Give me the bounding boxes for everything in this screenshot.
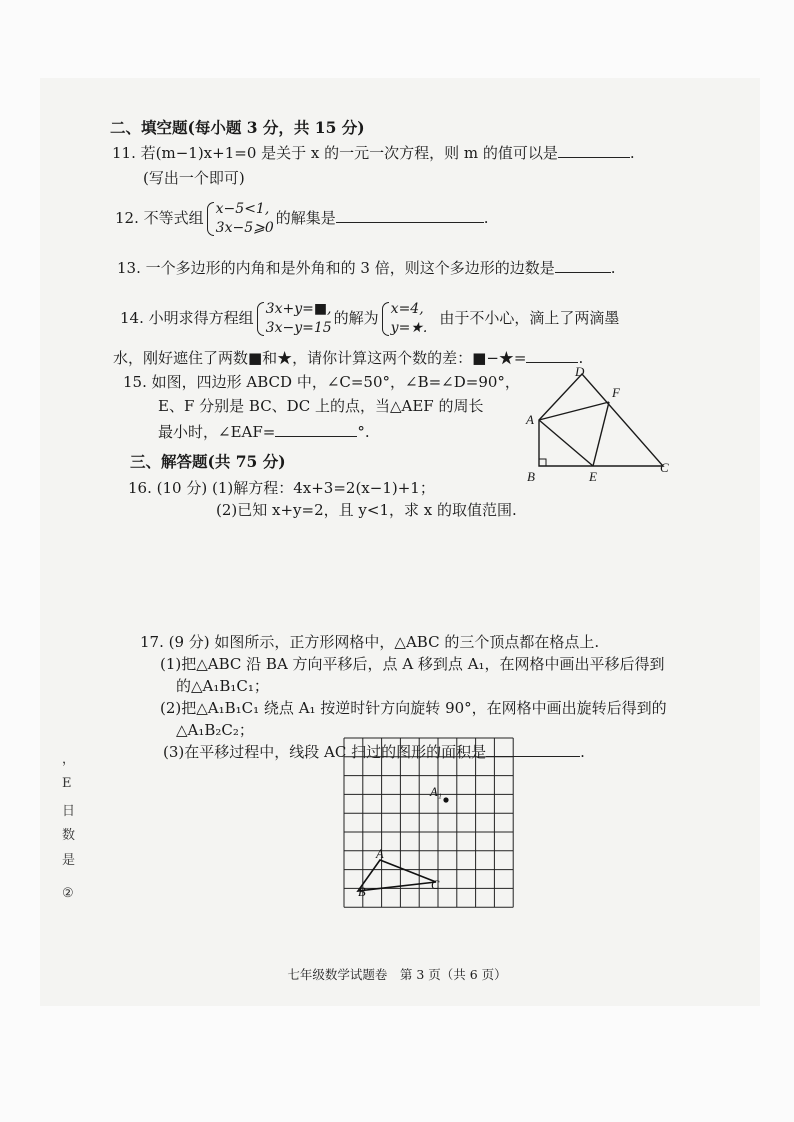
question-text-suffix: 的解集是 <box>275 209 336 227</box>
question-17-part-2-cont: △A₁B₂C₂； <box>176 721 254 739</box>
question-16 <box>128 478 435 498</box>
question-text: (3)在平移过程中，线段 AC 扫过的图形的面积是 <box>163 743 487 761</box>
label-c: C <box>431 878 440 892</box>
label-f: F <box>612 385 620 400</box>
square-grid-figure <box>338 734 518 912</box>
margin-char: ， <box>62 752 76 767</box>
margin-char: 日 <box>62 804 76 819</box>
section-heading-solutions: 三、解答题(共 75 分) <box>130 452 286 471</box>
right-angle-mark <box>539 459 546 466</box>
label-e: E <box>589 469 597 484</box>
label-a1: A₁ <box>430 785 442 799</box>
page-footer: 七年级数学试题卷 第 3 页（共 6 页） <box>287 967 507 982</box>
question-text-suffix: 由于不小心，滴上了两滴墨 <box>439 309 620 327</box>
question-15-line-2: E、F 分别是 BC、DC 上的点，当△AEF 的周长 <box>158 397 484 415</box>
question-number: 11. <box>112 144 136 162</box>
solution-system <box>381 300 428 338</box>
solution-1: x=4, <box>390 301 424 317</box>
inequality-1: x−5<1, <box>215 201 270 217</box>
answer-blank[interactable] <box>558 143 630 158</box>
question-17 <box>140 632 599 652</box>
question-15-line-3 <box>158 422 370 442</box>
question-text: 水，刚好遮住了两数■和★，请你计算这两个数的差：■−★= <box>113 349 527 367</box>
label-a: A <box>376 847 384 861</box>
margin-char: 是 <box>62 853 76 868</box>
grid-lines <box>344 738 513 907</box>
answer-blank[interactable] <box>526 348 578 363</box>
label-c: C <box>660 460 669 475</box>
question-number: 13. <box>117 259 141 277</box>
question-15 <box>123 372 520 392</box>
triangle-abc <box>358 860 436 891</box>
question-16-part-2: (2)已知 x+y=2，且 y<1，求 x 的取值范围. <box>216 501 517 519</box>
question-number: 16. <box>128 479 152 497</box>
period: . <box>483 209 489 227</box>
label-b: B <box>358 885 366 899</box>
question-text-mid: 的解为 <box>333 309 379 327</box>
question-11-note: (写出一个即可) <box>143 169 245 187</box>
question-text: 如图，四边形 ABCD 中，∠C=50°，∠B=∠D=90°， <box>151 373 520 391</box>
question-17-part-2: (2)把△A₁B₁C₁ 绕点 A₁ 按逆时针方向旋转 90°，在网格中画出旋转后得到的 <box>160 699 667 717</box>
solution-2: y=★. <box>390 320 428 336</box>
question-text: (9 分) 如图所示，正方形网格中，△ABC 的三个顶点都在格点上. <box>168 633 600 651</box>
equation-1: 3x+y=■, <box>265 301 332 317</box>
quadrilateral-figure <box>522 364 672 486</box>
margin-char: E <box>62 776 72 791</box>
question-text: 若(m−1)x+1=0 是关于 x 的一元一次方程，则 m 的值可以是 <box>140 144 558 162</box>
margin-char: 数 <box>62 828 76 843</box>
inequality-system <box>206 200 274 238</box>
question-17-part-1-cont: 的△A₁B₁C₁； <box>176 677 269 695</box>
question-text: 最小时，∠EAF= <box>158 423 276 441</box>
segment-af <box>539 402 609 420</box>
question-14-line-2 <box>113 348 583 368</box>
question-number: 14. <box>120 309 144 327</box>
period: . <box>578 349 584 367</box>
answer-blank[interactable] <box>275 422 357 437</box>
question-number: 12. <box>115 209 139 227</box>
period: . <box>580 743 585 761</box>
equation-system <box>256 300 332 338</box>
answer-blank[interactable] <box>555 258 611 273</box>
question-17-part-1: (1)把△ABC 沿 BA 方向平移后，点 A 移到点 A₁，在网格中画出平移后得到 <box>160 655 665 673</box>
question-text: 一个多边形的内角和是外角和的 3 倍，则这个多边形的边数是 <box>145 259 555 277</box>
point-a1 <box>443 797 448 802</box>
equation-2: 3x−y=15 <box>265 320 332 336</box>
label-d: D <box>575 364 585 379</box>
margin-char: ② <box>62 886 74 901</box>
question-13 <box>117 258 616 278</box>
quadrilateral-abcd <box>539 374 663 466</box>
question-11 <box>112 143 635 163</box>
question-number: 17. <box>140 633 164 651</box>
degree-suffix: °. <box>357 423 370 441</box>
label-b: B <box>527 469 535 484</box>
period: . <box>610 259 616 277</box>
question-text: (10 分) (1)解方程：4x+3=2(x−1)+1； <box>156 479 435 497</box>
answer-blank[interactable] <box>336 208 484 223</box>
question-text: 不等式组 <box>143 209 204 227</box>
period: . <box>629 144 635 162</box>
segment-ae <box>539 420 593 466</box>
segment-ef <box>593 402 609 466</box>
question-14 <box>120 300 619 338</box>
question-12 <box>115 200 489 238</box>
inequality-2: 3x−5⩾0 <box>215 220 274 236</box>
section-heading-fill-in: 二、填空题(每小题 3 分，共 15 分) <box>110 118 365 137</box>
question-text: 小明求得方程组 <box>148 309 254 327</box>
question-number: 15. <box>123 373 147 391</box>
label-a: A <box>526 412 534 427</box>
